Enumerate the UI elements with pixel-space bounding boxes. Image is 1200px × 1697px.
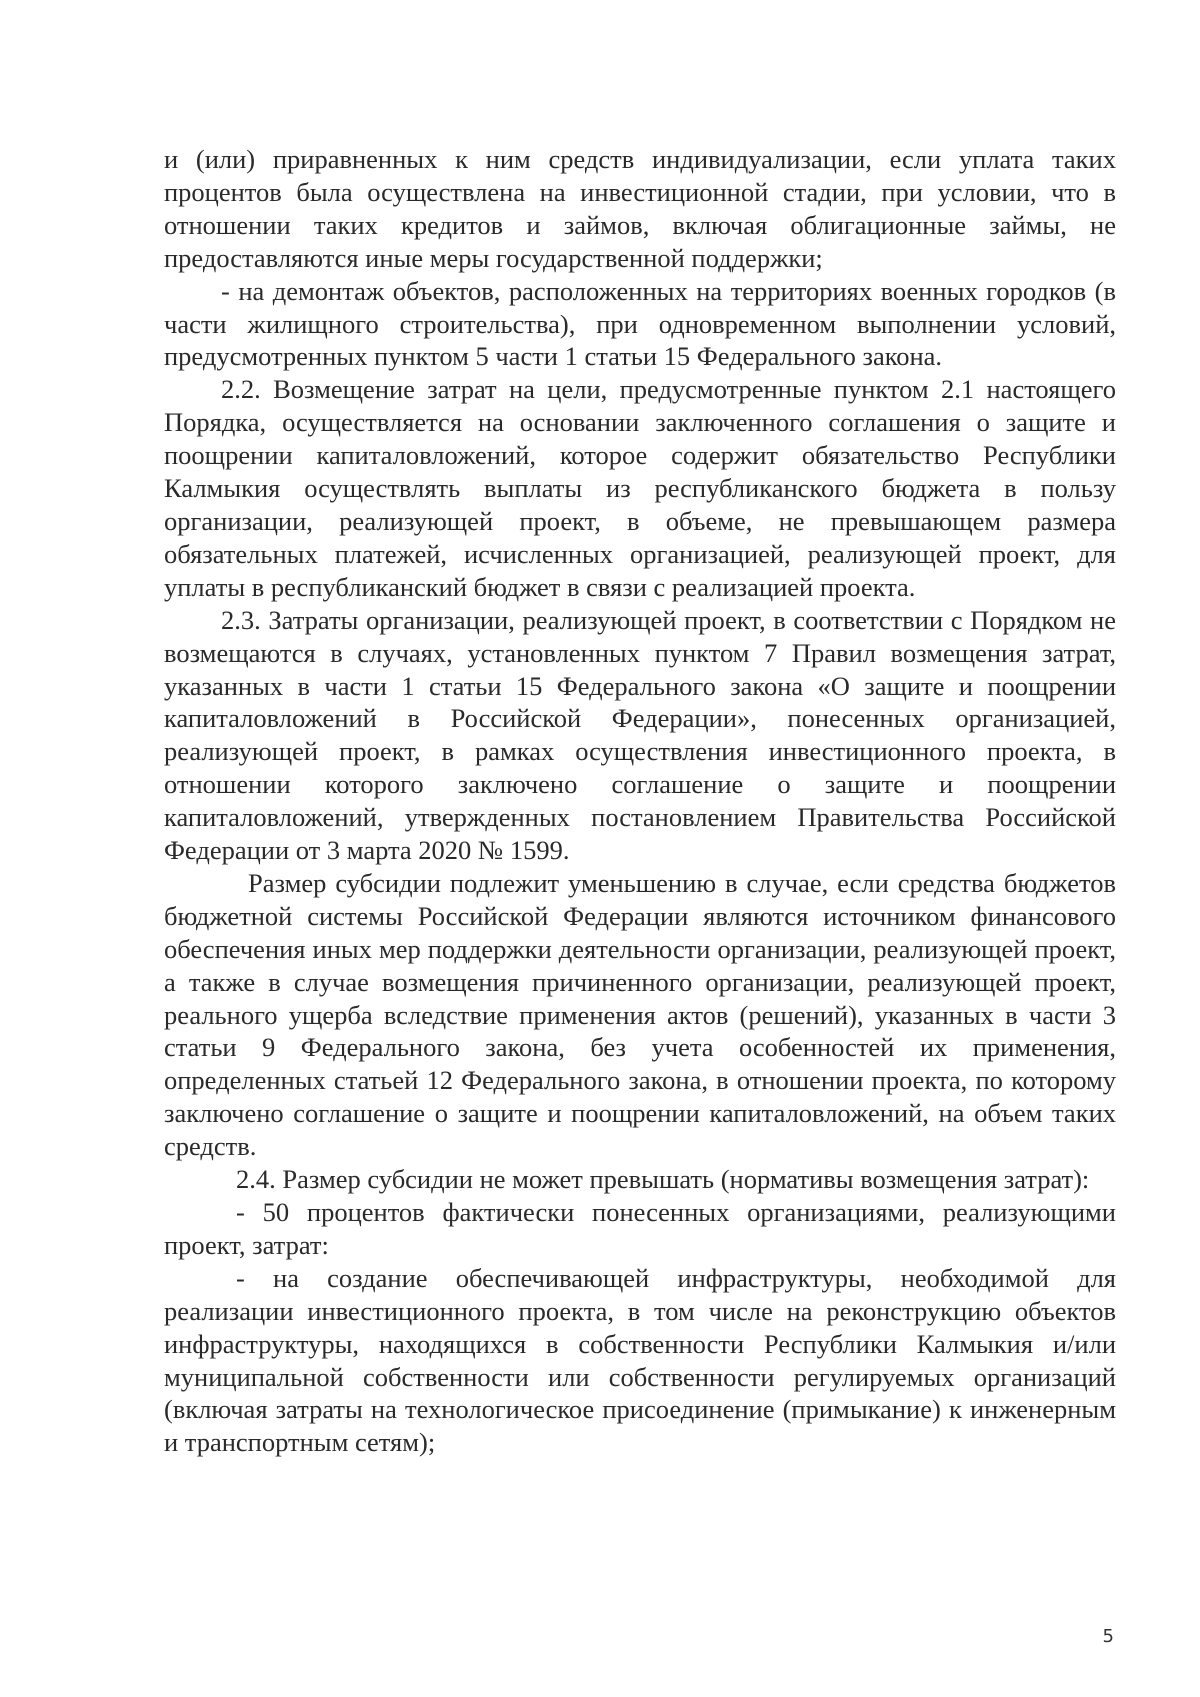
paragraph-2-4: 2.4. Размер субсидии не может превышать (нормативы возмещения затрат): [236, 1164, 1090, 1195]
paragraph-50-percent: - 50 процентов фактически понесенных организациями, реализующими проект, затрат: [164, 1197, 1116, 1260]
paragraph-subsidy-reduction: Размер субсидии подлежит уменьшению в случае, если средства бюджетов бюджетной системы Российской Федерации являются источником финансового обеспечения иных мер поддержки деятельности организации, реализующей проект, а также в случае возмещения причиненного организации, реализующей проект, реального ущерба вследствие применения актов (решений), указанных в части 3 статьи 9 Федерального закона, без учета особенностей их применения, определенных статьей 12 Федерального закона, в отношении проекта, по которому заключено соглашение о защите и поощрении капиталовложений, на объем таких средств. [164, 867, 1116, 1162]
page-number: 5 [1102, 1626, 1114, 1647]
paragraph-dismantling: - на демонтаж объектов, расположенных на территориях военных городков (в части жилищного строительства), при одновременном выполнении условий, предусмотренных пунктом 5 части 1 статьи 15 Федерального закона. [164, 275, 1116, 372]
paragraph-2-2: 2.2. Возмещение затрат на цели, предусмотренные пунктом 2.1 настоящего Порядка, осуществляется на основании заключенного соглашения о защите и поощрении капиталовложений, которое содержит обязательство Республики Калмыкия осуществлять выплаты из республиканского бюджета в пользу организации, реализующей проект, в объеме, не превышающем размера обязательных платежей, исчисленных организацией, реализующей проект, для уплаты в республиканский бюджет в связи с реализацией проекта. [164, 374, 1116, 602]
document-body [164, 143, 1116, 1459]
paragraph-continuation: и (или) приравненных к ним средств индивидуализации, если уплата таких процентов была осуществлена на инвестиционной стадии, при условии, что в отношении таких кредитов и займов, включая облигационные займы, не предоставляются иные меры государственной поддержки; [164, 144, 1116, 273]
paragraph-infrastructure: - на создание обеспечивающей инфраструктуры, необходимой для реализации инвестиционного проекта, в том числе на реконструкцию объектов инфраструктуры, находящихся в собственности Республики Калмыкия и/или муниципальной собственности или собственности регулируемых организаций (включая затраты на технологическое присоединение (примыкание) к инженерным и транспортным сетям); [164, 1262, 1116, 1458]
paragraph-2-3: 2.3. Затраты организации, реализующей проект, в соответствии с Порядком не возмещаются в случаях, установленных пунктом 7 Правил возмещения затрат, указанных в части 1 статьи 15 Федерального закона «О защите и поощрении капиталовложений в Российской Федерации», понесенных организацией, реализующей проект, в рамках осуществления инвестиционного проекта, в отношении которого заключено соглашение о защите и поощрении капиталовложений, утвержденных постановлением Правительства Российской Федерации от 3 марта 2020 № 1599. [164, 604, 1116, 866]
